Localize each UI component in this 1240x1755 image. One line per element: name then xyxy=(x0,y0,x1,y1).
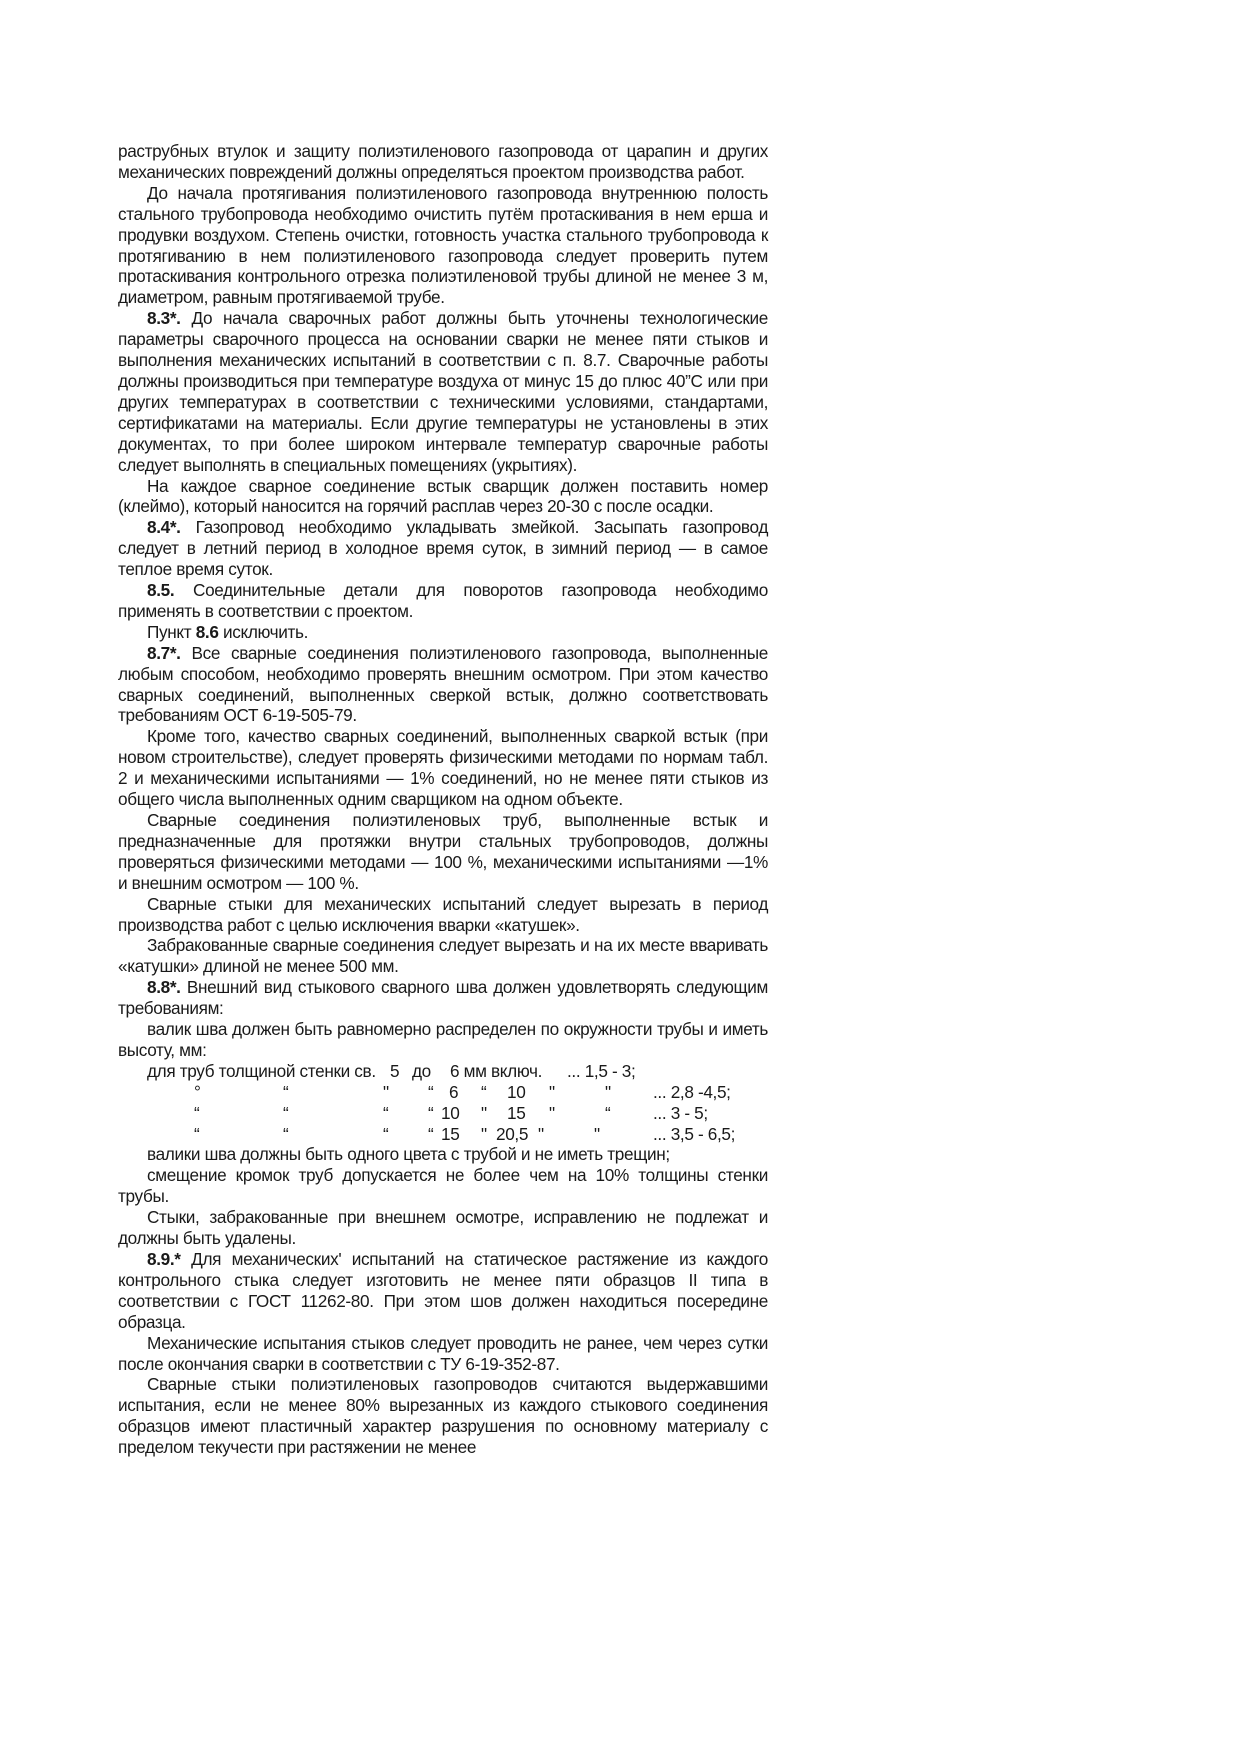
ditto-mark: “ xyxy=(283,1081,289,1102)
paragraph-text: смещение кромок труб допускается не более чем на 10% толщины стенки трубы. xyxy=(118,1165,768,1207)
ditto-mark: " xyxy=(481,1123,487,1144)
table-row xyxy=(118,1082,768,1103)
ditto-mark: “ xyxy=(283,1123,289,1144)
paragraph-8-4 xyxy=(118,517,768,580)
table-row xyxy=(118,1061,768,1082)
paragraph-text: Внешний вид стыкового сварного шва должен удовлетворять следующим требованиям: xyxy=(118,977,768,1019)
table-cell-to: 15 xyxy=(507,1102,526,1123)
paragraph-continuation xyxy=(118,141,768,183)
paragraph-text: Кроме того, качество сварных соединений, выполненных сваркой встык (при новом строительстве), следует проверять физическими методами по нормам табл. 2 и механическими испытаниями — 1% соединений, но не менее пяти стыков из общего числа выполненных одним сварщиком на одном объекте. xyxy=(118,726,768,810)
bead-height-table xyxy=(118,1061,768,1145)
paragraph-cut-joints xyxy=(118,894,768,936)
paragraph-rejected-removed xyxy=(118,1207,768,1249)
paragraph-text: Механические испытания стыков следует проводить не ранее, чем через сутки после окончания сварки в соответствии с ТУ 6-19-352-87. xyxy=(118,1332,768,1374)
clause-number: 8.9.* xyxy=(147,1248,181,1269)
paragraph-text: До начала протягивания полиэтиленового газопровода внутреннюю полость стального трубопровода необходимо очистить путём протаскивания в нем ерша и продувки воздухом. Степень очистки, готовность участка стального трубопровода к протягиванию в нем полиэтиленового газопровода следует проверить путем протаскивания контрольного отрезка полиэтиленовой трубы длиной не менее 3 м, диаметром, равным протягиваемой трубе. xyxy=(118,182,768,308)
table-row xyxy=(118,1103,768,1124)
paragraph-prefix: Пункт xyxy=(147,621,196,642)
paragraph-text: Все сварные соединения полиэтиленового газопровода, выполненные любым способом, необходимо проверять внешним осмотром. При этом качество сварных соединений, выполненных сверкой встык, должно соответствовать требованиям ОСТ 6-19-505-79. xyxy=(118,642,768,726)
paragraph-8-8 xyxy=(118,977,768,1019)
paragraph-rejected-joints xyxy=(118,935,768,977)
paragraph-text: раструбных втулок и защиту полиэтиленового газопровода от царапин и других механических повреждений должны определяться проектом производства работ. xyxy=(118,141,768,182)
ditto-mark: " xyxy=(549,1081,555,1102)
paragraph-stamp xyxy=(118,476,768,518)
paragraph-text: Сварные соединения полиэтиленовых труб, выполненные встык и предназначенные для протяжки внутри стальных трубопроводов, должны проверяться физическими методами — 100 %, механическими испытаниями —1% и внешним осмотром — 100 %. xyxy=(118,810,768,893)
ditto-mark: " xyxy=(549,1102,555,1123)
table-cell-from: 5 xyxy=(390,1060,400,1081)
table-cell-label: для труб толщиной стенки св. xyxy=(147,1060,376,1081)
ditto-mark: “ xyxy=(428,1102,434,1123)
ditto-mark: “ xyxy=(481,1081,487,1102)
paragraph-text: валики шва должны быть одного цвета с трубой и не иметь трещин; xyxy=(147,1144,670,1165)
table-cell-to: 20,5 xyxy=(496,1123,529,1144)
paragraph-8-7 xyxy=(118,643,768,727)
ditto-mark: “ xyxy=(383,1102,389,1123)
ditto-mark: “ xyxy=(383,1123,389,1144)
clause-number: 8.4*. xyxy=(147,517,181,538)
table-cell-from: 15 xyxy=(441,1123,460,1144)
clause-number: 8.7*. xyxy=(147,642,181,663)
paragraph-text: На каждое сварное соединение встык сварщик должен поставить номер (клеймо), который наносится на горячий расплав через 20-30 с после осадки. xyxy=(118,475,768,517)
paragraph-8-3 xyxy=(118,308,768,475)
paragraph-text: Забракованные сварные соединения следует вырезать и на их месте вваривать «катушки» длиной не менее 500 мм. xyxy=(118,935,768,977)
clause-number: 8.6 xyxy=(195,621,219,642)
paragraph-text: исключить. xyxy=(218,621,309,642)
ditto-mark: " xyxy=(594,1123,600,1144)
document-page xyxy=(118,141,768,1458)
paragraph-text: Сварные стыки для механических испытаний следует вырезать в период производства работ с целью исключения вварки «катушек». xyxy=(118,893,768,935)
paragraph-text: Стыки, забракованные при внешнем осмотре, исправлению не подлежат и должны быть удалены. xyxy=(118,1207,768,1249)
table-cell-to: 6 мм включ. xyxy=(450,1060,543,1081)
ditto-mark: ° xyxy=(194,1081,201,1102)
table-cell-value: ... 3 - 5; xyxy=(653,1102,708,1123)
paragraph-text: Для механических' испытаний на статическое растяжение из каждого контрольного стыка следует изготовить не менее пяти образцов II типа в соответствии с ГОСТ 11262-80. При этом шов должен находиться посередине образца. xyxy=(118,1248,768,1332)
ditto-mark: “ xyxy=(194,1102,200,1123)
clause-number: 8.3*. xyxy=(147,308,181,329)
paragraph-text: До начала сварочных работ должны быть уточнены технологические параметры сварочного процесса на основании сварки не менее пяти стыков и выполнения механических испытаний в соответствии с п. 8.7. Сварочные работы должны производиться при температуре воздуха от минус 15 до плюс 40”С или при других температурах в соответствии с техническими условиями, стандартами, сертификатами на материалы. Если другие температуры не установлены в этих документах, то при более широком интервале температур сварочные работы следует выполнять в специальных помещениях (укрытиях). xyxy=(118,308,768,475)
ditto-mark: " xyxy=(383,1081,389,1102)
ditto-mark: " xyxy=(605,1081,611,1102)
table-row xyxy=(118,1124,768,1145)
ditto-mark: “ xyxy=(428,1081,434,1102)
table-cell-from: 6 xyxy=(449,1081,459,1102)
paragraph-pulling-joints xyxy=(118,810,768,894)
table-cell-value: ... 2,8 -4,5; xyxy=(653,1081,731,1102)
paragraph-test-timing xyxy=(118,1333,768,1375)
paragraph-text: Соединительные детали для поворотов газопровода необходимо применять в соответствии с проектом. xyxy=(118,580,768,621)
ditto-mark: " xyxy=(538,1123,544,1144)
clause-number: 8.8*. xyxy=(147,977,181,998)
paragraph-8-5 xyxy=(118,580,768,622)
paragraph-edge-offset xyxy=(118,1165,768,1207)
paragraph-bead-color xyxy=(118,1144,768,1165)
ditto-mark: “ xyxy=(605,1102,611,1123)
paragraph-text: Сварные стыки полиэтиленовых газопроводов считаются выдержавшими испытания, если не менее 80% вырезанных из каждого стыкового соединения образцов имеют пластичный характер разрушения по основному материалу с пределом текучести при растяжении не менее xyxy=(118,1374,768,1458)
table-cell-from: 10 xyxy=(441,1102,460,1123)
ditto-mark: “ xyxy=(283,1102,289,1123)
paragraph-8-9 xyxy=(118,1249,768,1333)
table-cell-value: ... 1,5 - 3; xyxy=(567,1060,636,1081)
clause-number: 8.5. xyxy=(147,580,175,601)
table-cell-value: ... 3,5 - 6,5; xyxy=(653,1123,736,1144)
paragraph-text: валик шва должен быть равномерно распределен по окружности трубы и иметь высоту, мм: xyxy=(118,1019,768,1060)
paragraph-text: Газопровод необходимо укладывать змейкой. Засыпать газопровод следует в летний период в холодное время суток, в зимний период — в самое теплое время суток. xyxy=(118,517,768,580)
table-cell-to-label: до xyxy=(412,1060,431,1081)
ditto-mark: “ xyxy=(428,1123,434,1144)
ditto-mark: " xyxy=(481,1102,487,1123)
paragraph-bead-height xyxy=(118,1019,768,1061)
paragraph-physical-methods xyxy=(118,726,768,810)
paragraph-pulling-preparation xyxy=(118,183,768,308)
paragraph-test-criteria xyxy=(118,1374,768,1458)
paragraph-8-6-excluded xyxy=(118,622,768,643)
table-cell-to: 10 xyxy=(507,1081,526,1102)
ditto-mark: “ xyxy=(194,1123,200,1144)
